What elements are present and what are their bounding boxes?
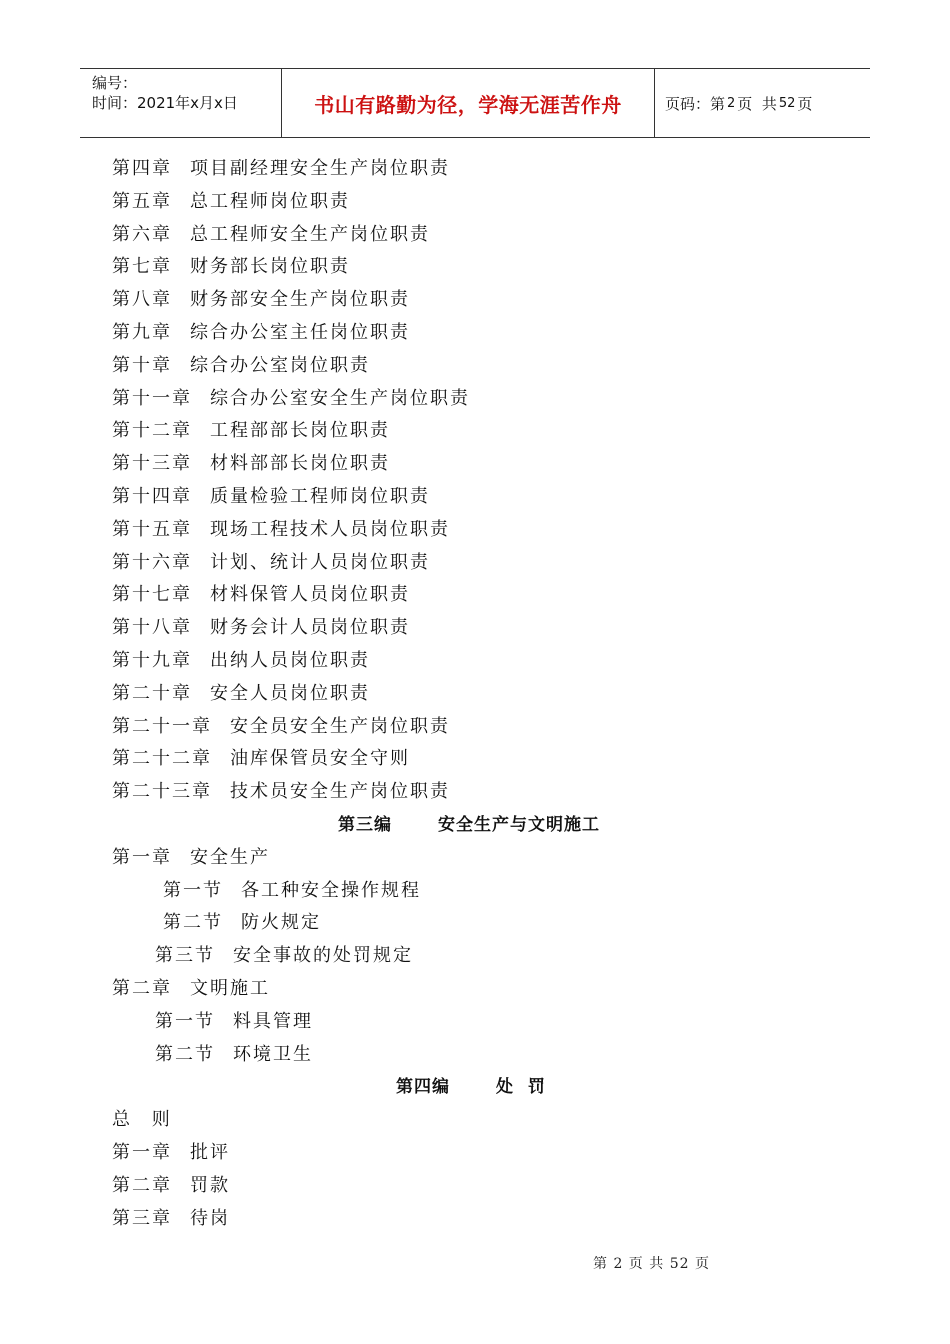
chapter-number: 第二章: [112, 1174, 172, 1196]
toc-entry: [0, 514, 950, 547]
toc-entry: [0, 1137, 950, 1170]
toc-section-entry: [0, 907, 950, 940]
toc-section-entry: [0, 875, 950, 908]
chapter-number: 第五章: [112, 190, 172, 212]
chapter-number: 第二十二章: [112, 748, 212, 770]
chapter-title: 安全员安全生产岗位职责: [230, 715, 450, 737]
section-title: 环境卫生: [233, 1043, 313, 1065]
toc-section-entry: [0, 1039, 950, 1072]
chapter-title: 总工程师安全生产岗位职责: [190, 223, 430, 245]
section-number: 第一节: [163, 879, 223, 901]
chapter-number: 第十四章: [112, 485, 192, 507]
chapter-title: 罚款: [190, 1174, 230, 1196]
general-provisions: 总 则: [112, 1109, 178, 1131]
toc-entry: [0, 186, 950, 219]
chapter-title: 计划、统计人员岗位职责: [210, 551, 430, 573]
chapter-title: 综合办公室主任岗位职责: [190, 321, 410, 343]
chapter-number: 第十一章: [112, 387, 192, 409]
chapter-title: 油库保管员安全守则: [230, 748, 410, 770]
chapter-number: 第十五章: [112, 518, 192, 540]
chapter-number: 第二十三章: [112, 781, 212, 803]
toc-entry: [0, 612, 950, 645]
chapter-title: 技术员安全生产岗位职责: [230, 781, 450, 803]
toc-entry: [0, 350, 950, 383]
toc-entry: [0, 711, 950, 744]
toc-entry: [0, 481, 950, 514]
section-number: 第三节: [155, 945, 215, 967]
chapter-number: 第一章: [112, 846, 172, 868]
toc-entry: [0, 284, 950, 317]
toc-entry: [0, 153, 950, 186]
toc-entry: [0, 547, 950, 580]
section-number: 第二节: [155, 1043, 215, 1065]
header-motto: 书山有路勤为径，学海无涯苦作舟: [282, 69, 655, 137]
chapter-number: 第三章: [112, 1207, 172, 1229]
chapter-number: 第十八章: [112, 617, 192, 639]
chapter-title: 待岗: [190, 1207, 230, 1229]
chapter-number: 第十三章: [112, 453, 192, 475]
toc-entry: [0, 219, 950, 252]
chapter-title: 综合办公室岗位职责: [190, 354, 370, 376]
chapter-number: 第十七章: [112, 584, 192, 606]
toc-content: [0, 153, 950, 1235]
chapter-title: 工程部部长岗位职责: [210, 420, 390, 442]
chapter-number: 第十九章: [112, 649, 192, 671]
toc-entry: [0, 645, 950, 678]
chapter-number: 第七章: [112, 256, 172, 278]
section-title: 防火规定: [241, 912, 321, 934]
chapter-number: 第九章: [112, 321, 172, 343]
toc-list: [0, 153, 950, 809]
toc-entry: [0, 448, 950, 481]
page-total: 52: [778, 95, 796, 111]
chapter-title: 项目副经理安全生产岗位职责: [190, 158, 450, 179]
page-header: [80, 68, 870, 138]
toc-entry: [0, 579, 950, 612]
serial-number-label: 编号：: [92, 74, 138, 92]
chapter-number: 第六章: [112, 223, 172, 245]
chapter-title: 财务部长岗位职责: [190, 256, 350, 278]
toc-entry: [0, 317, 950, 350]
toc-entry: [0, 743, 950, 776]
page-footer: 第 2 页 共 52 页: [593, 1256, 710, 1272]
chapter-title: 出纳人员岗位职责: [210, 649, 370, 671]
chapter-number: 第十六章: [112, 551, 192, 573]
chapter-number: 第四章: [112, 158, 172, 179]
chapter-title: 质量检验工程师岗位职责: [210, 485, 430, 507]
chapter-title: 安全人员岗位职责: [210, 682, 370, 704]
chapter-number: 第十章: [112, 354, 172, 376]
chapter-number: 第二十章: [112, 682, 192, 704]
chapter-title: 批评: [190, 1141, 230, 1163]
chapter-title: 安全生产: [190, 846, 270, 868]
chapter-title: 现场工程技术人员岗位职责: [210, 518, 450, 540]
toc-entry: [0, 1203, 950, 1236]
part-4-heading: [0, 1071, 950, 1104]
toc-section-entry: [0, 940, 950, 973]
part-3-heading: [0, 809, 950, 842]
toc-entry: [0, 1170, 950, 1203]
page-suffix: 页: [797, 94, 813, 113]
chapter-title: 财务会计人员岗位职责: [210, 617, 410, 639]
section-number: 第二节: [163, 912, 223, 934]
chapter-title: 综合办公室安全生产岗位职责: [210, 387, 470, 409]
chapter-title: 总工程师岗位职责: [190, 190, 350, 212]
chapter-number: 第二十一章: [112, 715, 212, 737]
chapter-title: 财务部安全生产岗位职责: [190, 289, 410, 311]
toc-entry: [0, 973, 950, 1006]
section-title: 各工种安全操作规程: [241, 879, 421, 901]
section-number: 第一节: [155, 1010, 215, 1032]
toc-entry: [0, 415, 950, 448]
chapter-number: 第一章: [112, 1141, 172, 1163]
chapter-number: 第二章: [112, 977, 172, 999]
section-title: 料具管理: [233, 1010, 313, 1032]
toc-section-entry: [0, 1006, 950, 1039]
toc-entry: [0, 383, 950, 416]
header-meta: [80, 69, 282, 137]
chapter-number: 第八章: [112, 289, 172, 311]
section-title: 安全事故的处罚规定: [233, 945, 413, 967]
toc-entry: [0, 678, 950, 711]
chapter-number: 第十二章: [112, 420, 192, 442]
toc-entry: [0, 251, 950, 284]
part-4-label: 第四编: [396, 1077, 450, 1098]
chapter-title: 文明施工: [190, 977, 270, 999]
header-page-info: [655, 69, 870, 137]
page-mid: 页 共: [737, 94, 777, 113]
chapter-title: 材料保管人员岗位职责: [210, 584, 410, 606]
chapter-title: 材料部部长岗位职责: [210, 453, 390, 475]
part-3-title: 安全生产与文明施工: [438, 814, 600, 835]
page-prefix: 页码：第: [665, 94, 726, 113]
toc-entry: [0, 842, 950, 875]
part-4-title: 处 罚: [496, 1077, 546, 1098]
page-number: 2: [727, 95, 736, 111]
date-label: 时间：2021年x月x日: [92, 94, 238, 112]
toc-entry: [0, 776, 950, 809]
part-3-label: 第三编: [338, 814, 392, 835]
